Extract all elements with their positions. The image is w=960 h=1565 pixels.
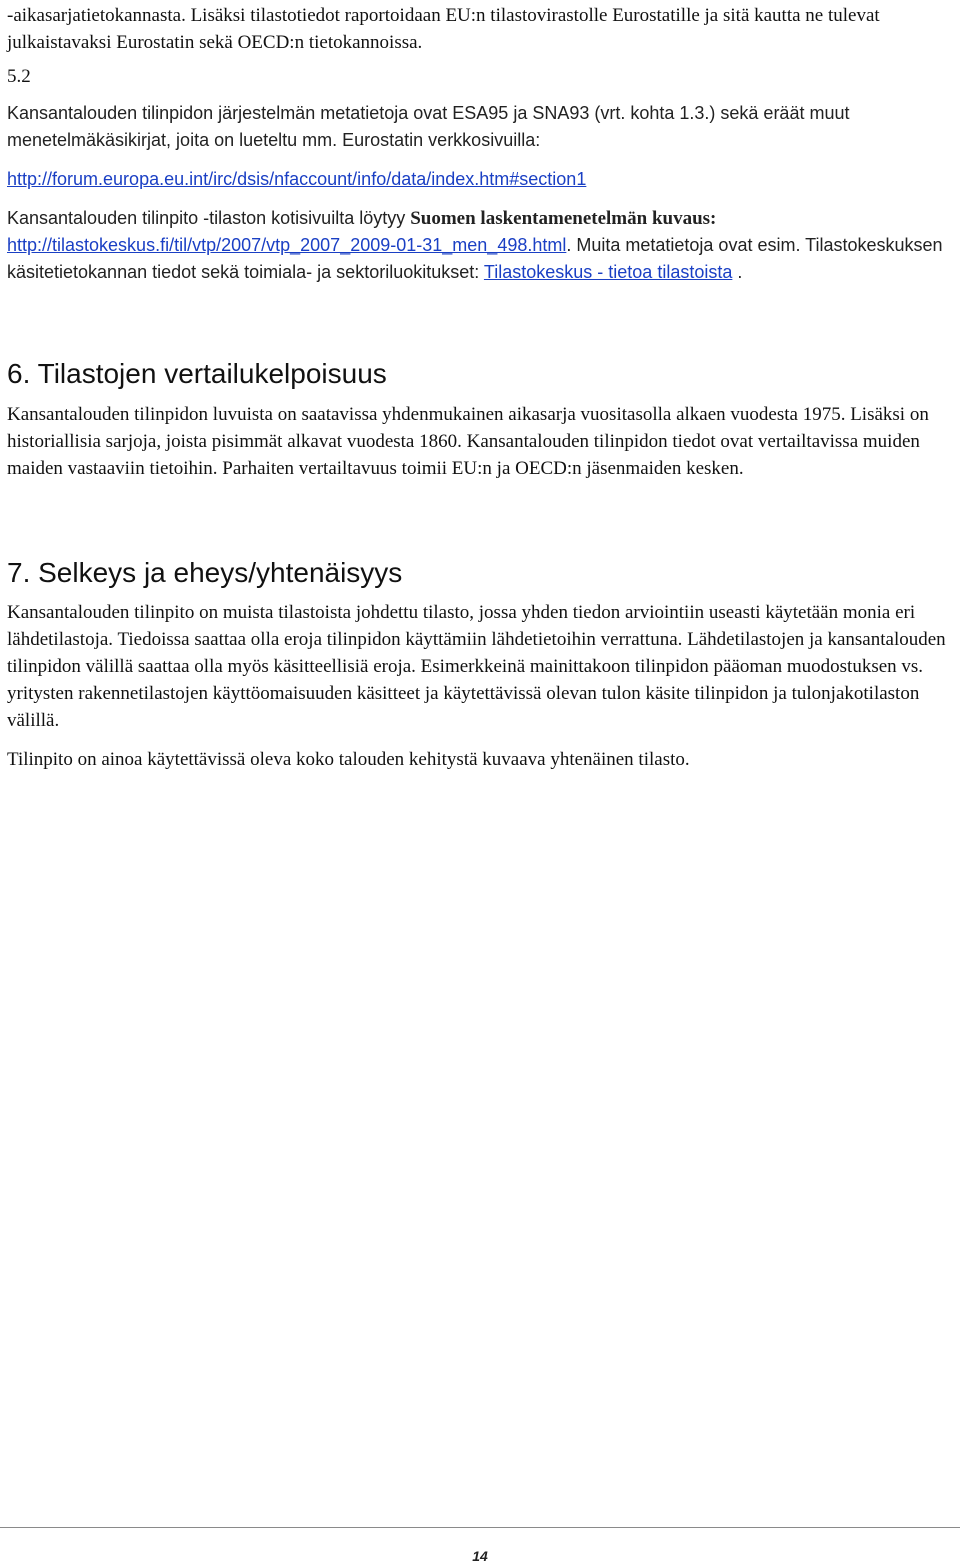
page-number: 14 [472,1548,488,1564]
method-label: Suomen laskentamenetelmän kuvaus: [410,208,717,229]
eurostat-url-link[interactable]: http://forum.europa.eu.int/irc/dsis/nfaccount/info/data/index.htm#section1 [7,169,587,189]
intro-paragraph: -aikasarjatietokannasta. Lisäksi tilastotiedot raportoidaan EU:n tilastovirastolle Eurostatille ja sitä kautta ne tulevat julkaistavaksi Eurostatin sekä OECD:n tietokannoissa. [7,5,880,53]
homepage-paragraph [7,205,955,286]
section-6-heading: 6. Tilastojen vertailukelpoisuus [7,358,387,389]
metadata-paragraph: Kansantalouden tilinpidon järjestelmän metatietoja ovat ESA95 ja SNA93 (vrt. kohta 1.3.) sekä eräät muut menetelmäkäsikirjat, joita on lueteltu mm. Eurostatin verkkosivuilla: [7,103,850,150]
section-5-2-number: 5.2 [7,66,31,87]
method-url-link[interactable]: http://tilastokeskus.fi/til/vtp/2007/vtp_2007_2009-01-31_men_498.html [7,235,567,255]
homepage-text-block [7,205,955,286]
section-7-paragraph: Kansantalouden tilinpito on muista tilastoista johdettu tilasto, jossa yhden tiedon arviointiin useasti käytetään monia eri lähdetilastoja. Tiedoissa saattaa olla eroja tilinpidon käyttämiin lähdetietoihin verrattuna. Lähdetilastojen ja kansantalouden tilinpidon välillä saattaa olla myös käsitteellisiä eroja. Esimerkkeinä mainittakoon tilinpidon pääoman muodostuksen vs. yritysten rakennetilastojen käyttöomaisuuden käsitteet ja käytettävissä olevan tulon käsite tilinpidon ja tulonjakotilaston välillä. [7,602,946,731]
paragraph-end: . [732,262,743,282]
homepage-text: Kansantalouden tilinpito -tilaston kotisivuilta löytyy [7,208,411,228]
eurostat-link-line [7,166,955,193]
section-6-paragraph: Kansantalouden tilinpidon luvuista on saatavissa yhdenmukainen aikasarja vuositasolla alkaen vuodesta 1975. Lisäksi on historiallisia sarjoja, joista pisimmät alkavat vuodesta 1860. Kansantalouden tilinpidon tiedot ovat vertailtavissa muiden maiden vastaaviin tietoihin. Parhaiten vertailtavuus toimii EU:n ja OECD:n jäsenmaiden kesken. [7,404,929,479]
stat-info-link[interactable]: Tilastokeskus - tietoa tilastoista [483,262,733,282]
section-5-2-body [7,100,955,154]
section-7-summary: Tilinpito on ainoa käytettävissä oleva koko talouden kehitystä kuvaava yhtenäinen tilasto. [7,749,690,770]
footer-divider [0,1527,960,1528]
other-meta-text: . Muita metatietoja ovat esim. Tilastokeskuksen käsitetietokannan tiedot sekä toimiala- ja sektoriluokitukset: [7,235,943,282]
section-7-heading: 7. Selkeys ja eheys/yhtenäisyys [7,557,403,588]
